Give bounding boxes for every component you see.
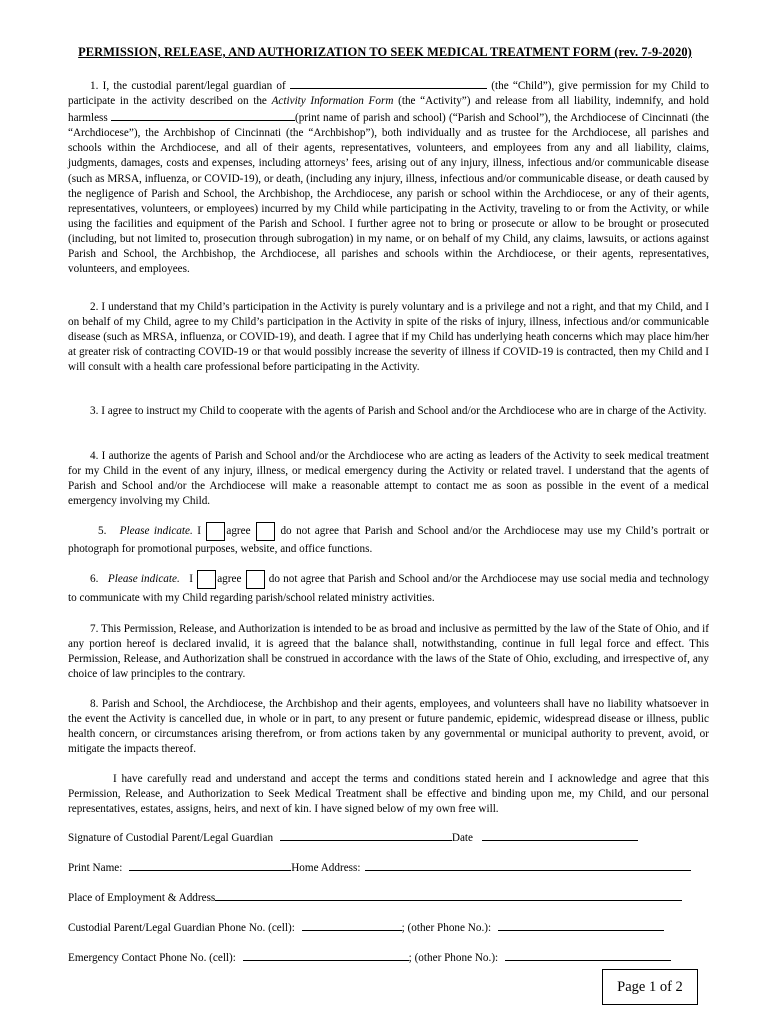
form-title: PERMISSION, RELEASE, AND AUTHORIZATION TO SEEK MEDICAL TREATMENT FORM (rev. 7-9-2020) [78,45,692,59]
paragraph-5 [68,522,709,557]
other-phone-label: ; (other Phone No.): [401,922,492,934]
p1-text-d: (the “Activity”) and release from all liability, indemnify, and hold harmless [68,95,710,125]
p5-text: do not agree that Parish and School and/or the Archdiocese may use my Child’s portrait or photograph for promotional purposes, website, and office functions. [68,525,710,555]
emergency-row [68,950,671,964]
signature-row [68,830,638,844]
paragraph-1 [68,77,709,277]
p5-do-not-agree-checkbox[interactable] [256,522,275,541]
employment-field[interactable] [215,890,682,901]
p6-please-indicate: Please indicate. [107,573,180,586]
paragraph-2: 2. I understand that my Child’s participation in the Activity is purely voluntary and is a privilege and not a right, and that my Child, and I on behalf of my Child, agree to my Child’s participation in the Activity in spite of the risks of injury, illness, infectious and/or communicable disease (such as MRSA, influenza, or COVID-19), and death. I agree that if my Child has underlying heath concerns which may place him/her at greater risk of contracting COVID-19 or that would possibly increase the severity of illness if COVID-19 is contracted, then my Child and I will consult with a health care professional before participating in the Activity. [68,301,709,374]
print-name-label: Print Name: [68,862,123,874]
p5-i: I [197,525,201,538]
p1-text-a: 1. I, the custodial parent/legal guardian of [90,80,286,92]
print-name-row [68,860,691,874]
home-address-field[interactable] [365,860,691,871]
p1-text-e: (print name of parish and school) (“Parish and School”), the Archdiocese of Cincinnati (the “Archdiocese”), the Archbishop of Cincinnati (the “Archbishop”), both individually and as trustee for the Archdiocese, all parishes and schools within the Archdiocese, and all of their agents, representatives, volunteers, and employees from any and all liability, claims, judgments, damages, costs and expenses, including attorneys’ fees, arising out of any injury, illness, infectious and/or communicable disease (such as MRSA, influenza, or COVID-19), or death, (including any injury, illness, infectious and/or communicable disease, or death caused by the negligence of Parish and School, the Archbishop, the Archdiocese, any parish or school within the Archdiocese, or any of their agents, representatives, volunteers, or employees) incurred by my Child while participating in the Activity, traveling to or from the Activity, or while using the facilities and equipment of the Parish and School. I further agree not to bring or prosecute or allow to be brought or prosecuted (including, but not limited to, prosecution through subrogation) in my name, or on behalf of my Child, any claims, lawsuits, or actions against Parish and School, the Archbishop, the Archdiocese, all parishes and schools within the Archdiocese, or their agents, representatives, volunteers, and employees. [68,112,709,276]
paragraph-6 [68,570,709,608]
phone-cell-field[interactable] [302,920,402,931]
page-number-box [602,969,698,1005]
date-field[interactable] [482,830,638,841]
signature-label: Signature of Custodial Parent/Legal Guardian [68,832,274,844]
paragraph-8: 8. Parish and School, the Archdiocese, the Archbishop and their agents, employees, and volunteers shall have no liability whatsoever in the event the Activity is cancelled due, in whole or in part, to any present or future pandemic, epidemic, widespread disease or illness, public health concern, or circumstances arising therefrom, or from actions taken by any governmental or municipal authority to prevent, avoid, or mitigate the impacts thereof. [68,698,709,756]
p6-number: 6. [90,573,99,586]
phone-cell-label: Custodial Parent/Legal Guardian Phone No. (cell): [68,922,295,934]
signature-field[interactable] [280,830,452,841]
employment-row [68,890,682,904]
print-name-field[interactable] [129,860,291,871]
emergency-label: Emergency Contact Phone No. (cell): [68,952,236,964]
acknowledgement-paragraph: I have carefully read and understand and accept the terms and conditions stated herein and I acknowledge and agree that this Permission, Release, and Authorization to Seek Medical Treatment shall be effective and binding upon me, my Child, and our personal representatives, estates, assigns, heirs, and next of kin. I have signed below of my own free will. [68,773,709,816]
p5-agree-label: agree [226,525,251,538]
p1-form-name: Activity Information Form [271,95,394,108]
p1-text-b: (the “Child”), give permission for my Child to participate in the activity described on the [68,80,710,108]
home-address-label: Home Address: [291,862,361,874]
paragraph-3: 3. I agree to instruct my Child to cooperate with the agents of Parish and School and/or the Archdiocese who are in charge of the Activity. [90,405,707,417]
child-name-field[interactable] [290,77,487,89]
p6-agree-label: agree [217,573,242,586]
other-phone-label-2: ; (other Phone No.): [408,952,499,964]
date-label: Date [451,832,473,844]
p6-do-not-agree-checkbox[interactable] [246,570,265,589]
parish-school-name-field[interactable] [111,109,295,121]
emergency-other-phone-field[interactable] [505,950,671,961]
p6-i: I [189,573,194,586]
employment-label: Place of Employment & Address [68,892,216,904]
p5-number: 5. [98,525,107,538]
p6-text: do not agree that Parish and School and/or the Archdiocese may use social media and technology to communicate with my Child regarding parish/school related ministry activities. [68,573,710,605]
p5-agree-checkbox[interactable] [206,522,225,541]
other-phone-field[interactable] [498,920,664,931]
paragraph-4: 4. I authorize the agents of Parish and School and/or the Archdiocese who are acting as leaders of the Activity to seek medical treatment for my Child in the event of any injury, illness, or medical emergency during the Activity or related travel. I understand that the agents of Parish and School and/or the Archdiocese will make a reasonable attempt to contact me as soon as possible in the event of a medical emergency involving my Child. [68,450,709,508]
phone-row [68,920,664,934]
paragraph-7: 7. This Permission, Release, and Authorization is intended to be as broad and inclusive as permitted by the law of the State of Ohio, and if any portion hereof is declared invalid, it is agreed that the balance shall, notwithstanding, continue in full legal force and effect. This Permission, Release, and Authorization shall be construed in accordance with the laws of the State of Ohio, excluding, and irrespective of, any choice of law principles to the contrary. [68,623,709,681]
emergency-phone-field[interactable] [243,950,409,961]
page-number: Page 1 of 2 [617,978,683,995]
p5-please-indicate: Please indicate. [119,525,193,538]
p6-agree-checkbox[interactable] [197,570,216,589]
